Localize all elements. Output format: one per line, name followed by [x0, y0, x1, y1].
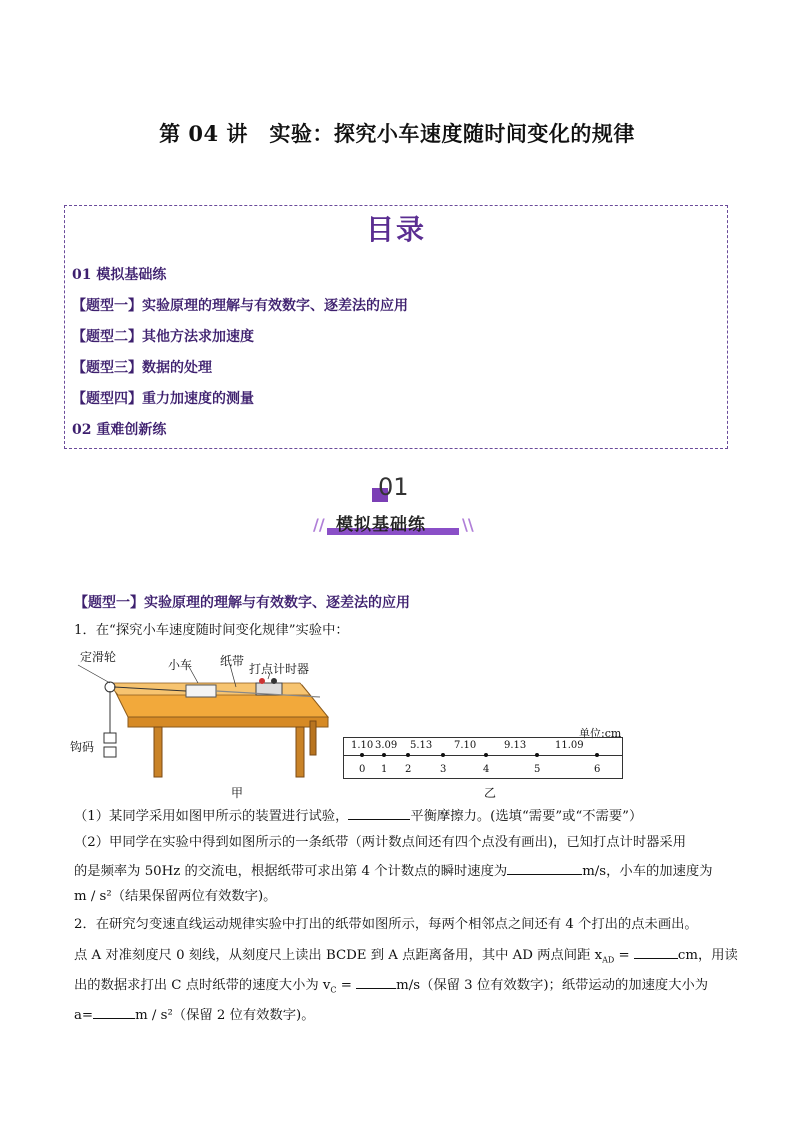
page-title: 第 04 讲 实验：探究小车速度随时间变化的规律 — [159, 121, 635, 146]
label-jia: 甲 — [231, 786, 244, 800]
tape-point: 2 — [405, 764, 412, 775]
answer-blank[interactable] — [93, 1006, 135, 1019]
tape-point: 6 — [594, 764, 601, 775]
q1-part1: （1）某同学采用如图甲所示的装置进行试验， 平衡摩擦力。(选填“需要”或“不需要”） — [74, 809, 643, 824]
toc-item-type-4[interactable]: 【题型四】重力加速度的测量 — [72, 391, 254, 407]
tape-point: 4 — [483, 764, 490, 775]
label-yi: 乙 — [484, 786, 497, 800]
toc-item-type-1[interactable]: 【题型一】实验原理的理解与有效数字、逐差法的应用 — [72, 298, 408, 314]
tape-distance: 3.09 — [375, 740, 398, 751]
tape-point: 3 — [440, 764, 447, 775]
tape-distance: 7.10 — [454, 740, 477, 751]
tape-distance: 11.09 — [555, 740, 584, 751]
label-weight: 钩码 — [70, 740, 95, 754]
answer-blank[interactable] — [356, 976, 396, 989]
q2-line3: 出的数据求打出 C 点时纸带的速度大小为 $v_C = m/s$（保留 3 位有效数字)；纸带运动的加速度大小为 — [74, 978, 709, 995]
label-cart: 小车 — [168, 658, 193, 672]
tape-point: 5 — [534, 764, 541, 775]
toc-item-type-2[interactable]: 【题型二】其他方法求加速度 — [72, 329, 254, 345]
label-unit: 单位:cm — [579, 727, 622, 740]
label-pulley: 定滑轮 — [80, 650, 117, 664]
question-type-heading: 【题型一】实验原理的理解与有效数字、逐差法的应用 — [74, 595, 410, 611]
q2-line1: 2．在研究匀变速直线运动规律实验中打出的纸带如图所示，每两个相邻点之间还有 4 个打出的点未画出。 — [74, 917, 698, 932]
tape-distance: 5.13 — [410, 740, 433, 751]
section-name: 模拟基础练 — [336, 515, 426, 535]
tape-distance: 9.13 — [504, 740, 527, 751]
q1-part2-line1: （2）甲同学在实验中得到如图所示的一条纸带（两计数点间还有四个点没有画出)，已知打点计时器采用 — [74, 835, 687, 850]
decor-slash-right: \\ — [462, 515, 474, 534]
tape-point: 0 — [359, 764, 366, 775]
label-timer: 打点计时器 — [249, 662, 310, 676]
q1-intro: 1．在“探究小车速度随时间变化规律”实验中： — [74, 623, 349, 638]
q1-part2-line2: 的是频率为 50Hz 的交流电，根据纸带可求出第 4 个计数点的瞬时速度为 m/s，小车的加速度为 — [74, 864, 713, 879]
answer-blank[interactable] — [634, 946, 678, 959]
q2-line4: a= m / s²（保留 2 位有效数字)。 — [74, 1008, 315, 1023]
toc-item-section-01[interactable]: 01 模拟基础练 — [72, 267, 167, 283]
answer-blank[interactable] — [507, 862, 582, 875]
paper-tape — [343, 737, 623, 779]
q1-part2-line3: m / s²（结果保留两位有效数字)。 — [74, 889, 277, 904]
q2-line2: 点 A 对准刻度尺 0 刻线，从刻度尺上读出 BCDE 到 A 点距离备用，其中 AD 两点间距 $x_{AD}$ = cm，用读 — [74, 948, 738, 965]
toc-heading: 目录 — [365, 213, 426, 246]
answer-blank[interactable] — [348, 807, 410, 820]
section-number: 01 — [378, 473, 409, 501]
table-of-contents — [64, 205, 728, 449]
toc-item-section-02[interactable]: 02 重难创新练 — [72, 422, 167, 438]
label-tape: 纸带 — [220, 654, 245, 668]
tape-point: 1 — [381, 764, 388, 775]
decor-slash-left: // — [313, 515, 325, 534]
toc-item-type-3[interactable]: 【题型三】数据的处理 — [72, 360, 212, 376]
tape-distance: 1.10 — [351, 740, 374, 751]
